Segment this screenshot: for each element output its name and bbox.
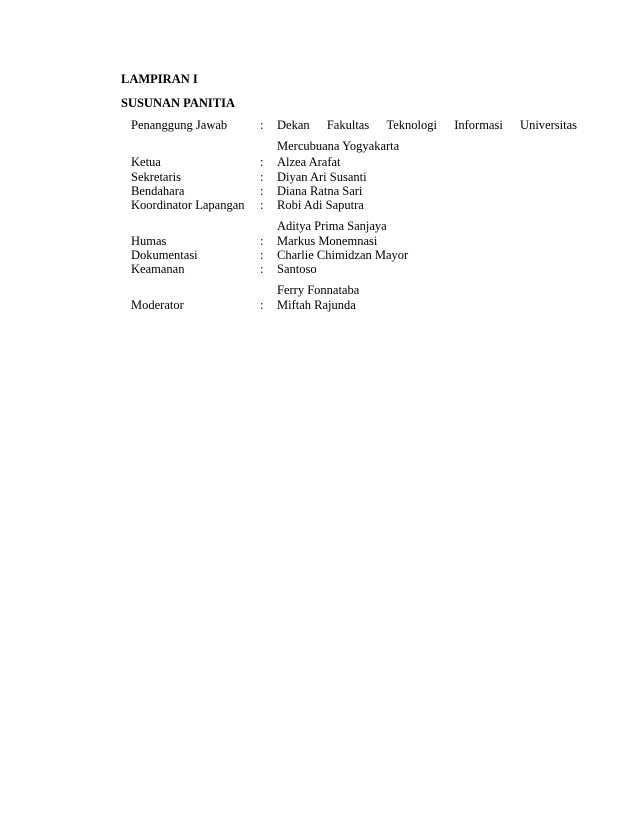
member-name: Charlie Chimidzan Mayor xyxy=(277,248,409,262)
committee-row-ketua xyxy=(0,155,638,169)
member-name: Ferry Fonnataba xyxy=(277,283,360,297)
role-label: Penanggung Jawab xyxy=(131,118,228,132)
committee-row-moderator xyxy=(0,298,638,312)
colon-separator: : xyxy=(260,118,264,132)
committee-row-humas xyxy=(0,234,638,248)
role-label: Sekretaris xyxy=(131,170,181,184)
role-label: Ketua xyxy=(131,155,161,169)
member-name: Miftah Rajunda xyxy=(277,298,356,312)
committee-row-penanggung-jawab xyxy=(0,118,638,132)
committee-row-koordinator-lapangan xyxy=(0,198,638,212)
member-name: Diana Ratna Sari xyxy=(277,184,363,198)
committee-row-sekretaris xyxy=(0,170,638,184)
colon-separator: : xyxy=(260,170,264,184)
committee-row-dokumentasi xyxy=(0,248,638,262)
colon-separator: : xyxy=(260,298,264,312)
colon-separator: : xyxy=(260,234,264,248)
committee-row xyxy=(0,283,638,297)
member-name: Diyan Ari Susanti xyxy=(277,170,367,184)
member-name: Robi Adi Saputra xyxy=(277,198,364,212)
role-label: Keamanan xyxy=(131,262,185,276)
committee-row-bendahara xyxy=(0,184,638,198)
member-name: Aditya Prima Sanjaya xyxy=(277,219,387,233)
colon-separator: : xyxy=(260,198,264,212)
document-title: LAMPIRAN I xyxy=(121,72,198,86)
role-label: Dokumentasi xyxy=(131,248,198,262)
colon-separator: : xyxy=(260,262,264,276)
member-name: Alzea Arafat xyxy=(277,155,341,169)
committee-row xyxy=(0,139,638,153)
name-word: Universitas xyxy=(520,118,577,132)
member-name: Santoso xyxy=(277,262,317,276)
member-name: Mercubuana Yogyakarta xyxy=(277,139,400,153)
name-word: Dekan xyxy=(277,118,310,132)
name-word: Fakultas xyxy=(326,118,370,132)
document-subtitle: SUSUNAN PANITIA xyxy=(121,96,236,110)
colon-separator: : xyxy=(260,184,264,198)
name-word: Informasi xyxy=(454,118,503,132)
member-name xyxy=(277,118,577,132)
role-label: Koordinator Lapangan xyxy=(131,198,245,212)
colon-separator: : xyxy=(260,248,264,262)
committee-row xyxy=(0,219,638,233)
role-label: Humas xyxy=(131,234,167,248)
committee-row-keamanan xyxy=(0,262,638,276)
name-word: Teknologi xyxy=(386,118,437,132)
member-name: Markus Monemnasi xyxy=(277,234,378,248)
colon-separator: : xyxy=(260,155,264,169)
role-label: Bendahara xyxy=(131,184,185,198)
role-label: Moderator xyxy=(131,298,184,312)
